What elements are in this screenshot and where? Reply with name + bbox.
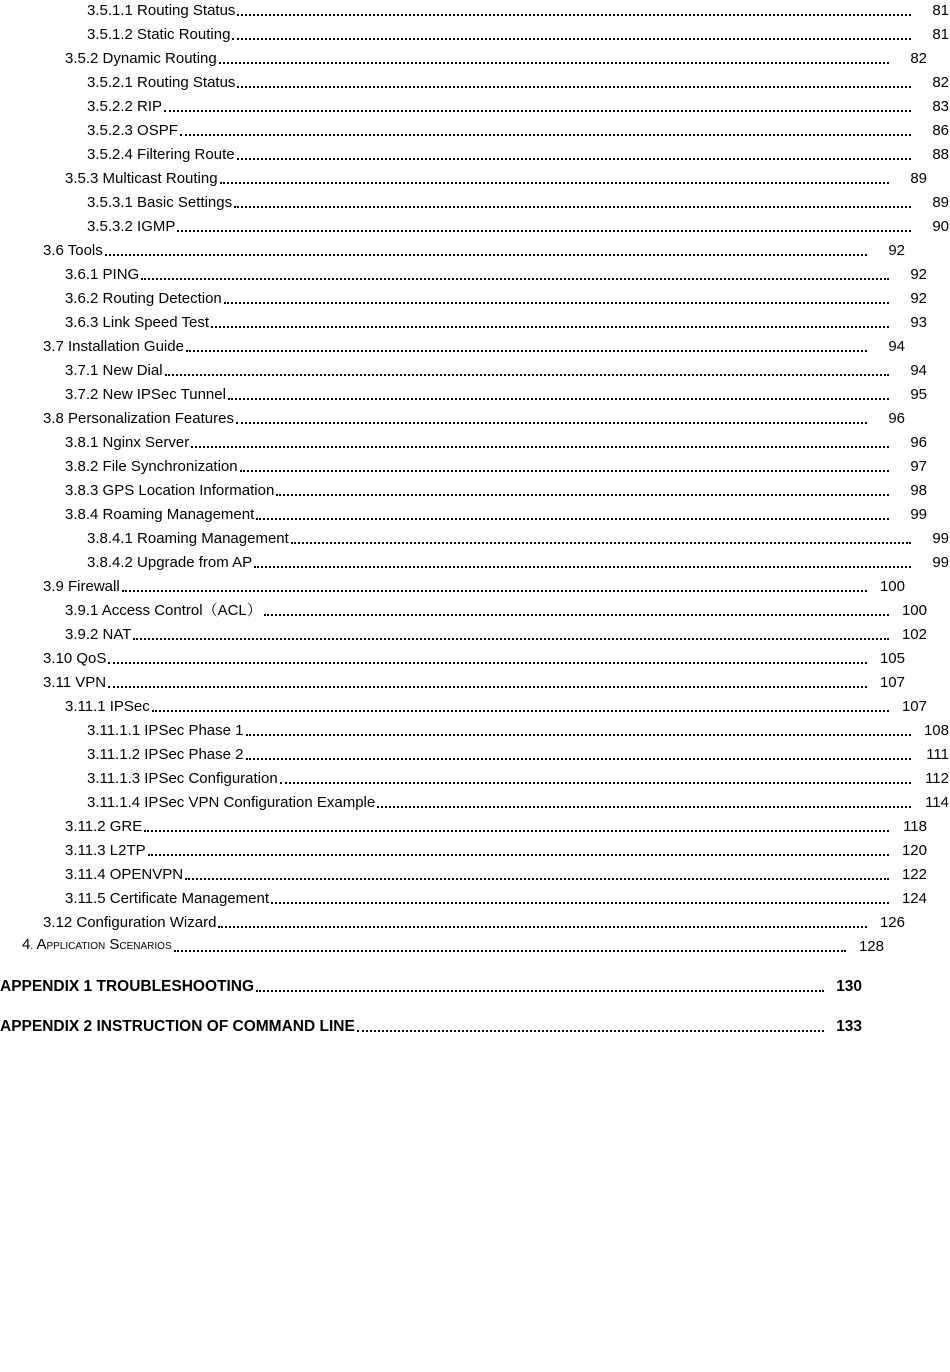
toc-page-number: 89 [932,194,949,211]
toc-dot-leader [237,85,911,88]
toc-dot-leader [232,37,911,40]
toc-entry-title: 3.5.2.1 Routing Status [87,74,236,91]
toc-dot-leader [165,373,889,376]
toc-entry-title: 3.5.2.4 Filtering Route [87,146,235,163]
toc-dot-leader [291,541,911,544]
toc-page-number: 130 [836,978,862,995]
toc-entry[interactable] [0,68,950,92]
toc-page-number: 107 [879,674,905,691]
toc-entry-title: 3.8.1 Nginx Server [65,434,190,451]
toc-entry[interactable] [0,644,906,668]
toc-dot-leader [228,397,889,400]
toc-entry-title: 3.8.4.2 Upgrade from AP [87,554,253,571]
toc-page-number: 88 [932,146,949,163]
toc-entry[interactable] [0,596,928,620]
toc-dot-leader [246,757,912,760]
toc-entry[interactable] [0,788,950,812]
toc-dot-leader [144,829,889,832]
toc-dot-leader [186,349,867,352]
toc-page-number: 120 [901,842,927,859]
toc-entry[interactable] [0,692,928,716]
toc-dot-leader [271,901,889,904]
toc-page-number: 86 [932,122,949,139]
toc-page-number: 96 [888,410,905,427]
toc-entry[interactable] [0,932,885,956]
toc-entry[interactable] [0,836,928,860]
toc-page-number: 108 [923,722,949,739]
toc-entry[interactable] [0,164,928,188]
toc-entry-title: 3.8.3 GPS Location Information [65,482,275,499]
toc-page-number: 99 [932,530,949,547]
toc-entry[interactable] [0,884,928,908]
toc-dot-leader [108,661,867,664]
toc-entry-title: APPENDIX 2 INSTRUCTION OF COMMAND LINE [0,1018,355,1035]
toc-page-number: 96 [910,434,927,451]
toc-entry-title: 3.11.4 OPENVPN [65,866,184,883]
toc-entry[interactable] [0,188,950,212]
toc-page-number: 92 [910,290,927,307]
toc-page-number: 83 [932,98,949,115]
toc-entry[interactable] [0,20,950,44]
toc-page-number: 124 [901,890,927,907]
toc-dot-leader [148,853,889,856]
toc-entry[interactable] [0,356,928,380]
toc-entry[interactable] [0,524,950,548]
toc-entry-title: 3.9.1 Access Control（ACL） [65,602,262,619]
toc-dot-leader [240,469,889,472]
toc-entry-title: 3.5.3.1 Basic Settings [87,194,233,211]
toc-page-number: 93 [910,314,927,331]
toc-entry[interactable] [0,380,928,404]
toc-page-number: 100 [879,578,905,595]
toc-dot-leader [280,781,911,784]
toc-entry[interactable] [0,236,906,260]
toc-page-number: 126 [879,914,905,931]
toc-dot-leader [276,493,889,496]
toc-entry-title: 3.6.1 PING [65,266,140,283]
toc-page-number: 128 [858,938,884,955]
toc-page-number: 111 [926,746,949,763]
toc-dot-leader [218,925,867,928]
toc-entry-title: 3.5.1.1 Routing Status [87,2,236,19]
toc-dot-leader [224,301,889,304]
toc-entry-title: 3.8.2 File Synchronization [65,458,238,475]
toc-dot-leader [246,733,912,736]
toc-dot-leader [220,181,889,184]
toc-entry[interactable] [0,620,928,644]
toc-entry-title: 3.11.1.3 IPSec Configuration [87,770,278,787]
toc-dot-leader [133,637,889,640]
toc-entry[interactable] [0,284,928,308]
toc-dot-leader [236,421,867,424]
toc-entry[interactable] [0,476,928,500]
toc-dot-leader [191,445,889,448]
toc-entry-title: 3.7 Installation Guide [43,338,184,355]
toc-entry-title: 3.5.2.2 RIP [87,98,163,115]
toc-entry-title: 3.7.2 New IPSec Tunnel [65,386,226,403]
toc-entry-title: 3.9 Firewall [43,578,120,595]
toc-dot-leader [256,517,889,520]
toc-page-number: 112 [925,770,949,787]
toc-entry-title: 3.5.3.2 IGMP [87,218,176,235]
toc-dot-leader [357,1029,824,1032]
toc-page-number: 82 [932,74,949,91]
toc-page-number: 102 [901,626,927,643]
toc-entry-title: 3.5.3 Multicast Routing [65,170,218,187]
toc-dot-leader [177,229,911,232]
toc-entry-title: 3.5.2 Dynamic Routing [65,50,217,67]
toc-page-number: 92 [888,242,905,259]
toc-entry[interactable] [0,308,928,332]
toc-dot-leader [237,13,911,16]
toc-entry[interactable] [0,404,906,428]
toc-entry[interactable] [0,548,950,572]
toc-entry-title: 3.10 QoS [43,650,107,667]
toc-entry-title: 3.6.2 Routing Detection [65,290,222,307]
toc-entry[interactable] [0,92,950,116]
toc-entry[interactable] [0,764,950,788]
toc-dot-leader [254,565,911,568]
toc-entry[interactable] [0,452,928,476]
toc-dot-leader [164,109,911,112]
toc-page-number: 122 [901,866,927,883]
toc-dot-leader [377,805,911,808]
toc-page-number: 89 [910,170,927,187]
toc-entry[interactable] [0,860,928,884]
toc-entry[interactable] [0,972,863,996]
toc-entry[interactable] [0,812,928,836]
toc-entry[interactable] [0,428,928,452]
toc-dot-leader [185,877,889,880]
toc-page-number: 99 [910,506,927,523]
toc-page-number: 92 [910,266,927,283]
toc-entry[interactable] [0,332,906,356]
toc-entry-title: 3.11.3 L2TP [65,842,146,859]
toc-entry-title: 3.5.2.3 OSPF [87,122,178,139]
toc-entry[interactable] [0,116,950,140]
toc-entry[interactable] [0,140,950,164]
toc-page-number: 98 [910,482,927,499]
toc-entry-title: 3.7.1 New Dial [65,362,163,379]
toc-dot-leader [219,61,889,64]
toc-page-number: 81 [932,26,949,43]
toc-entry-title: 3.6.3 Link Speed Test [65,314,209,331]
toc-entry[interactable] [0,500,928,524]
toc-page-number: 90 [932,218,949,235]
toc-entry[interactable] [0,44,928,68]
toc-page-number: 94 [910,362,927,379]
toc-page-number: 94 [888,338,905,355]
toc-page-number: 99 [932,554,949,571]
toc-entry[interactable] [0,716,950,740]
toc-entry[interactable] [0,212,950,236]
toc-entry[interactable] [0,740,950,764]
toc-page-number: 95 [910,386,927,403]
toc-entry-title: 3.5.1.2 Static Routing [87,26,231,43]
toc-entry-title: 3.11.2 GRE [65,818,143,835]
toc-page-number: 118 [903,818,927,835]
toc-page-number: 97 [910,458,927,475]
toc-entry-title: APPENDIX 1 TROUBLESHOOTING [0,978,255,995]
toc-dot-leader [256,989,824,992]
toc-entry[interactable] [0,260,928,284]
toc-dot-leader [234,205,911,208]
toc-dot-leader [105,253,867,256]
toc-entry-title: 4. APPLICATION SCENARIOS [22,936,172,953]
toc-dot-leader [108,685,867,688]
toc-entry[interactable] [0,0,950,20]
toc-page-number: 81 [932,2,949,19]
toc-entry-title: 3.11.1 IPSec [65,698,150,715]
toc-dot-leader [122,589,867,592]
toc-dot-leader [180,133,911,136]
toc-entry-title: 3.11.5 Certificate Management [65,890,270,907]
toc-page-number: 133 [836,1018,862,1035]
toc-entry[interactable] [0,908,906,932]
toc-entry-title: 3.11.1.1 IPSec Phase 1 [87,722,244,739]
toc-page-number: 100 [901,602,927,619]
toc-entry[interactable] [0,668,906,692]
toc-dot-leader [264,613,889,616]
toc-dot-leader [237,157,911,160]
toc-entry-title: 3.11.1.2 IPSec Phase 2 [87,746,244,763]
toc-entry[interactable] [0,572,906,596]
toc-entry-title: 3.12 Configuration Wizard [43,914,217,931]
toc-entry-title: 3.8.4.1 Roaming Management [87,530,289,547]
toc-entry-title: 3.6 Tools [43,242,103,259]
toc-dot-leader [152,709,889,712]
toc-dot-leader [211,325,889,328]
toc-page-number: 107 [901,698,927,715]
toc-entry-title: 3.9.2 NAT [65,626,132,643]
toc-entry-title: 3.11 VPN [43,674,107,691]
toc-entry-title: 3.8 Personalization Features [43,410,234,427]
toc-dot-leader [174,949,846,952]
toc-page-number: 82 [910,50,927,67]
toc-page-number: 105 [879,650,905,667]
toc-entry-title: 3.8.4 Roaming Management [65,506,255,523]
toc-dot-leader [141,277,889,280]
toc-entry-title: 3.11.1.4 IPSec VPN Configuration Example [87,794,376,811]
toc-entry[interactable] [0,1012,863,1036]
toc-page-number: 114 [925,794,949,811]
